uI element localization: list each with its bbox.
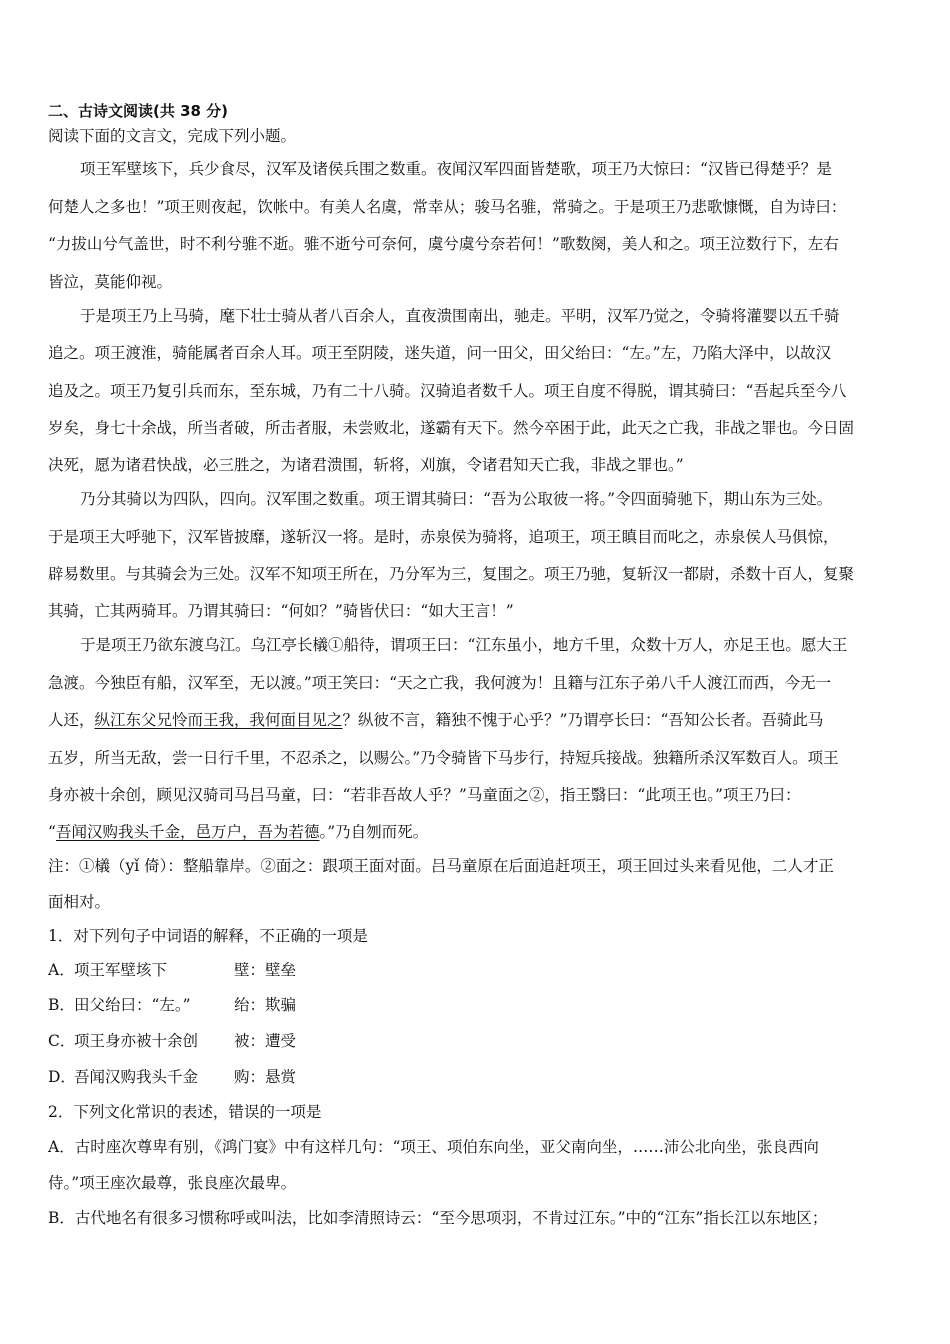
q2-option-b: B．古代地名有很多习惯称呼或叫法，比如李清照诗云：“至今思项羽，不肯过江东。”中的“江东”指长江以东地区； <box>48 1209 828 1227</box>
passage-p1-line1: 项王军壁垓下，兵少食尽，汉军及诸侯兵围之数重。夜闻汉军四面皆楚歌，项王乃大惊曰：“汉皆已得楚乎？是 <box>80 160 832 178</box>
underlined-sentence-2: 吾闻汉购我头千金，邑万户，吾为若德 <box>55 823 320 841</box>
option-gloss: 被：遭受 <box>234 1032 297 1050</box>
question-2-stem: 2．下列文化常识的表述，错误的一项是 <box>48 1103 322 1121</box>
passage-p3-line1: 乃分其骑以为四队，四向。汉军围之数重。项王谓其骑曰：“吾为公取彼一将。”令四面骑驰下，期山东为三处。 <box>80 490 833 508</box>
option-gloss: 壁：壁垒 <box>234 961 297 979</box>
option-label: A． <box>48 961 75 979</box>
notes-line1: 注：①檥（yǐ 倚）：整船靠岸。②面之：跟项王面对面。吕马童原在后面追赶项王，项王回过头来看见他，二人才正 <box>48 857 834 875</box>
instruction: 阅读下面的文言文，完成下列小题。 <box>48 127 297 145</box>
option-gloss: 绐：欺骗 <box>234 996 297 1014</box>
option-label: C． <box>48 1032 76 1050</box>
p4-line6-pre: “ <box>48 823 56 841</box>
option-label: D． <box>48 1068 76 1086</box>
option-gloss: 购：悬赏 <box>234 1068 297 1086</box>
option-label: B． <box>48 996 75 1014</box>
passage-p4-line2: 急渡。今独臣有船，汉军至，无以渡。”项王笑曰：“天之亡我，我何渡为！且籍与江东子弟八千人渡江而西，今无一 <box>48 674 832 692</box>
passage-p3-line4: 其骑，亡其两骑耳。乃谓其骑曰：“何如？”骑皆伏曰：“如大王言！” <box>48 602 514 620</box>
passage-p2-line2: 追之。项王渡淮，骑能属者百余人耳。项王至阴陵，迷失道，问一田父，田父绐曰：“左。”左，乃陷大泽中，以故汉 <box>48 344 832 362</box>
passage-p4-line3 <box>48 709 908 731</box>
passage-p1-line4: 皆泣，莫能仰视。 <box>48 273 173 291</box>
passage-p2-line4: 岁矣，身七十余战，所当者破，所击者服，未尝败北，遂霸有天下。然今卒困于此，此天之亡我，非战之罪也。今日固 <box>48 419 855 437</box>
p4-line3-pre: 人还， <box>48 711 95 729</box>
section-heading: 二、古诗文阅读(共 38 分) <box>48 102 229 120</box>
q1-option-d <box>48 1066 908 1088</box>
option-text: 项王身亦被十余创 <box>74 1032 199 1050</box>
passage-p4-line6 <box>48 821 908 843</box>
passage-p3-line3: 辟易数里。与其骑会为三处。汉军不知项王所在，乃分军为三，复围之。项王乃驰，复斩汉一都尉，杀数十百人，复聚 <box>48 565 855 583</box>
passage-p2-line1: 于是项王乃上马骑，麾下壮士骑从者八百余人，直夜溃围南出，驰走。平明，汉军乃觉之，令骑将灌婴以五千骑 <box>80 307 840 325</box>
passage-p2-line5: 决死，愿为诸君快战，必三胜之，为诸君溃围，斩将，刈旗，令诸君知天亡我，非战之罪也。” <box>48 456 684 474</box>
q2-option-a-line2: 侍。”项王座次最尊，张良座次最卑。 <box>48 1174 297 1192</box>
p4-line6-post: 。”乃自刎而死。 <box>319 823 429 841</box>
option-text: 田父绐曰：“左。” <box>74 996 191 1014</box>
q1-option-b <box>48 994 908 1016</box>
q2-option-a-line1: A．古时座次尊卑有别，《鸿门宴》中有这样几句：“项王、项伯东向坐，亚父南向坐，……沛公北向坐，张良西向 <box>48 1138 819 1156</box>
passage-p4-line1: 于是项王乃欲东渡乌江。乌江亭长檥①船待，谓项王曰：“江东虽小，地方千里，众数十万人，亦足王也。愿大王 <box>80 636 848 654</box>
q1-option-a <box>48 959 908 981</box>
passage-p1-line2: 何楚人之多也！”项王则夜起，饮帐中。有美人名虞，常幸从；骏马名骓，常骑之。于是项王乃悲歌慷慨，自为诗曰： <box>48 198 847 216</box>
passage-p1-line3: “力拔山兮气盖世，时不利兮骓不逝。骓不逝兮可奈何，虞兮虞兮奈若何！”歌数阕，美人和之。项王泣数行下，左右 <box>48 235 839 253</box>
passage-p4-line5: 身亦被十余创，顾见汉骑司马吕马童，曰：“若非吾故人乎？”马童面之②，指王翳曰：“此项王也。”项王乃曰： <box>48 786 801 804</box>
passage-p3-line2: 于是项王大呼驰下，汉军皆披靡，遂斩汉一将。是时，赤泉侯为骑将，追项王，项王瞋目而叱之，赤泉侯人马俱惊， <box>48 528 839 546</box>
underlined-sentence-1: 纵江东父兄怜而王我，我何面目见之 <box>94 711 343 729</box>
p4-line3-post: ？纵彼不言，籍独不愧于心乎？”乃谓亭长曰：“吾知公长者。吾骑此马 <box>342 711 824 729</box>
passage-p2-line3: 追及之。项王乃复引兵而东，至东城，乃有二十八骑。汉骑追者数千人。项王自度不得脱，谓其骑曰：“吾起兵至今八 <box>48 382 847 400</box>
question-1-stem: 1．对下列句子中词语的解释，不正确的一项是 <box>48 927 368 945</box>
passage-p4-line4: 五岁，所当无敌，尝一日行千里，不忍杀之，以赐公。”乃令骑皆下马步行，持短兵接战。独籍所杀汉军数百人。项王 <box>48 749 839 767</box>
option-text: 项王军壁垓下 <box>74 961 168 979</box>
notes-line2: 面相对。 <box>48 893 111 911</box>
option-text: 吾闻汉购我头千金 <box>74 1068 199 1086</box>
q1-option-c <box>48 1030 908 1052</box>
